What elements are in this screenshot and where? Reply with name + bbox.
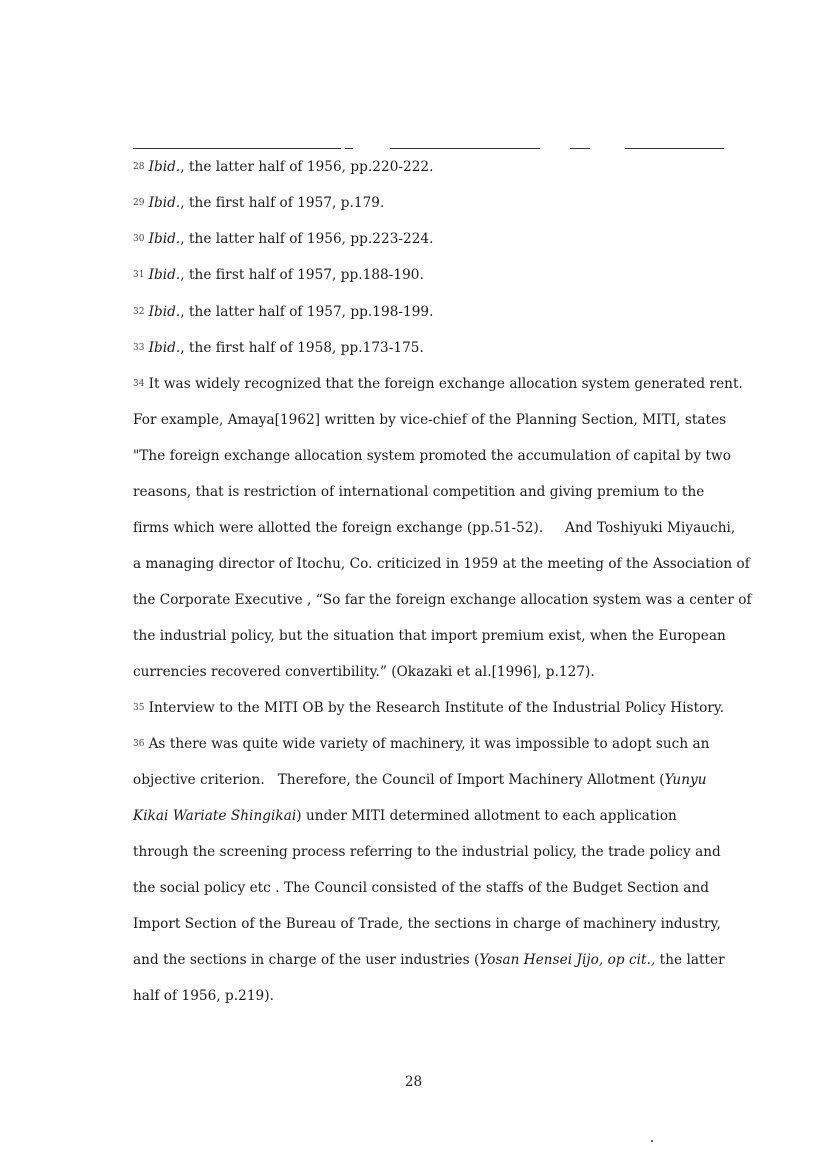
footnote-rule <box>570 148 590 149</box>
footnote-text: objective criterion. Therefore, the Council of Import Machinery Allotment ( <box>133 772 665 788</box>
ibid-text: Ibid. <box>148 195 181 211</box>
source-title-italic: Yosan Hensei Jijo, op cit., <box>479 952 656 968</box>
footnote-34-line-6: a managing director of Itochu, Co. criticized in 1959 at the meeting of the Association of <box>133 556 750 572</box>
footnote-number: 31 <box>133 270 145 280</box>
footnote-34-line-2: For example, Amaya[1962] written by vice-chief of the Planning Section, MITI, states <box>133 412 727 428</box>
footnote-33 <box>133 340 424 356</box>
footnote-number: 30 <box>133 234 145 244</box>
footnote-35 <box>133 700 724 716</box>
ibid-text: Ibid. <box>148 159 181 175</box>
footnote-text: It was widely recognized that the foreign exchange allocation system generated rent. <box>148 376 743 392</box>
footnote-34-line-3: "The foreign exchange allocation system promoted the accumulation of capital by two <box>133 448 731 464</box>
page-number: 28 <box>404 1074 423 1090</box>
footnote-36-line-1 <box>133 736 709 752</box>
footnote-number: 35 <box>133 703 145 713</box>
footnote-36-line-2 <box>133 772 707 788</box>
footnote-34-line-1 <box>133 376 743 392</box>
footnote-28 <box>133 159 434 175</box>
footnote-number: 34 <box>133 379 145 389</box>
footnote-34-line-7: the Corporate Executive , “So far the foreign exchange allocation system was a center of <box>133 592 752 608</box>
footnote-36-line-4: through the screening process referring to the industrial policy, the trade policy and <box>133 844 721 860</box>
footnote-36-line-7 <box>133 952 725 968</box>
footnote-number: 28 <box>133 162 145 172</box>
footnote-36-line-6: Import Section of the Bureau of Trade, the sections in charge of machinery industry, <box>133 916 721 932</box>
footnote-text: Interview to the MITI OB by the Research Institute of the Industrial Policy History. <box>148 700 725 716</box>
footnote-36-line-5: the social policy etc . The Council consisted of the staffs of the Budget Section and <box>133 880 710 896</box>
footnote-34-line-9: currencies recovered convertibility.” (Okazaki et al.[1996], p.127). <box>133 664 595 680</box>
scan-speck <box>651 1140 653 1142</box>
council-name-italic: Kikai Wariate Shingikai <box>133 808 297 824</box>
footnote-29 <box>133 195 384 211</box>
footnote-text: the latter <box>655 952 725 968</box>
footnote-text: , the first half of 1957, p.179. <box>180 195 385 211</box>
footnote-text: , the latter half of 1956, pp.223-224. <box>180 231 434 247</box>
footnote-text: , the latter half of 1956, pp.220-222. <box>180 159 434 175</box>
footnote-31 <box>133 267 424 283</box>
footnote-34-line-5: firms which were allotted the foreign exchange (pp.51-52). And Toshiyuki Miyauchi, <box>133 520 736 536</box>
ibid-text: Ibid. <box>148 304 181 320</box>
ibid-text: Ibid. <box>148 267 181 283</box>
ibid-text: Ibid. <box>148 340 181 356</box>
footnote-text: , the first half of 1957, pp.188-190. <box>180 267 424 283</box>
footnote-30 <box>133 231 434 247</box>
footnote-rule <box>625 148 724 149</box>
footnote-34-line-8: the industrial policy, but the situation that import premium exist, when the European <box>133 628 726 644</box>
footnote-number: 29 <box>133 198 145 208</box>
footnote-36-line-3 <box>133 808 677 824</box>
footnote-rule <box>390 148 540 149</box>
footnote-34-line-4: reasons, that is restriction of international competition and giving premium to the <box>133 484 705 500</box>
footnote-number: 36 <box>133 739 145 749</box>
footnote-36-line-8: half of 1956, p.219). <box>133 988 274 1004</box>
footnote-number: 32 <box>133 307 145 317</box>
footnote-text: , the latter half of 1957, pp.198-199. <box>180 304 434 320</box>
footnote-number: 33 <box>133 343 145 353</box>
footnote-rule <box>345 148 353 149</box>
ibid-text: Ibid. <box>148 231 181 247</box>
council-name-italic: Yunyu <box>664 772 707 788</box>
footnote-text: , the first half of 1958, pp.173-175. <box>180 340 424 356</box>
footnote-text: As there was quite wide variety of machinery, it was impossible to adopt such an <box>148 736 710 752</box>
footnote-rule <box>133 148 341 149</box>
footnote-text: and the sections in charge of the user industries ( <box>133 952 480 968</box>
footnote-text: ) under MITI determined allotment to each application <box>296 808 677 824</box>
footnote-32 <box>133 304 434 320</box>
